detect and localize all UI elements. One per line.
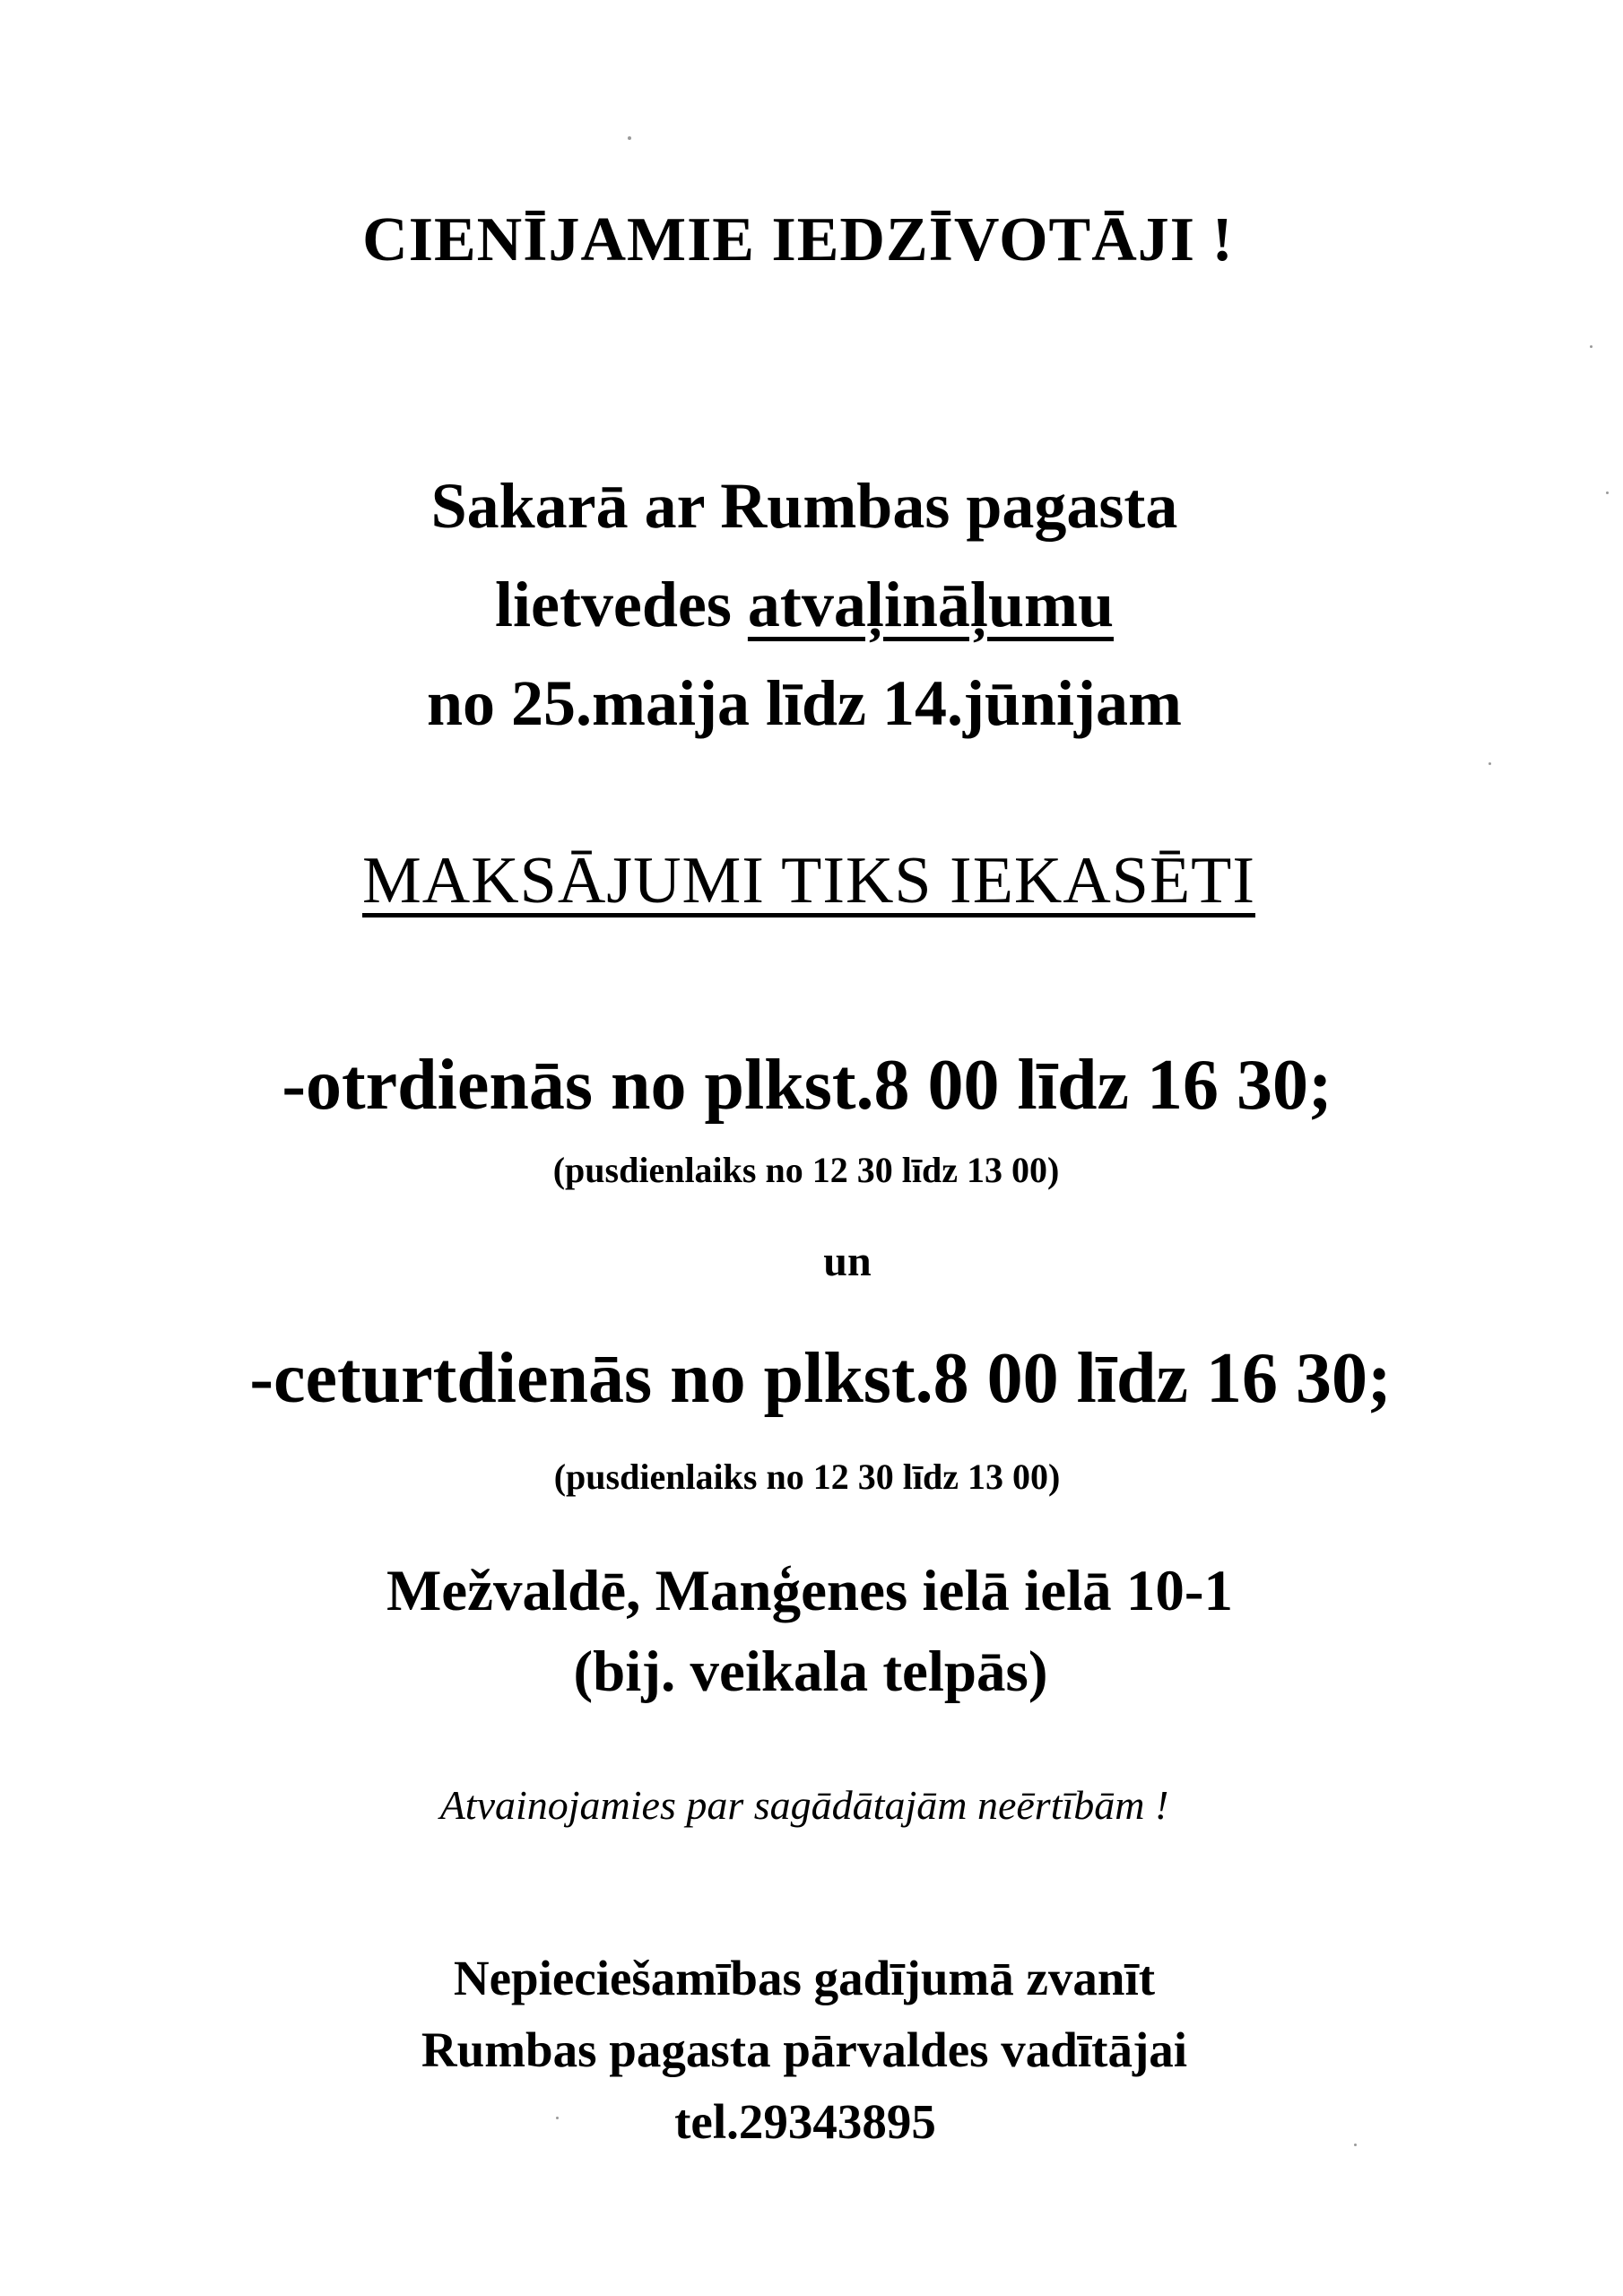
scan-speck — [1590, 345, 1593, 348]
intro-line-1: Sakarā ar Rumbas pagasta — [430, 470, 1178, 542]
schedule-thursday-lunch: (pusdienlaiks no 12 30 līdz 13 00) — [553, 1457, 1061, 1497]
contact-phone: tel.29343895 — [674, 2094, 936, 2149]
schedule-conjunction: un — [823, 1238, 872, 1285]
scan-speck — [1354, 2144, 1357, 2146]
intro-line-2 — [0, 569, 1616, 640]
scan-speck — [556, 2117, 559, 2119]
contact-line-1: Nepieciešamības gadījumā zvanīt — [453, 1951, 1156, 2005]
scan-speck — [1488, 762, 1491, 765]
scan-speck — [628, 136, 631, 140]
intro-line-2-prefix: lietvedes — [494, 569, 748, 640]
intro-line-3: no 25.maija līdz 14.jūnijam — [426, 667, 1183, 739]
location-line-2: (bij. veikala telpās) — [573, 1639, 1048, 1704]
notice-heading: CIENĪJAMIE IEDZĪVOTĀJI ! — [362, 205, 1234, 274]
vacation-word: atvaļināļumu — [747, 569, 1114, 640]
apology-text: Atvainojamies par sagādātajām neērtībām ! — [439, 1782, 1169, 1828]
contact-line-2: Rumbas pagasta pārvaldes vadītājai — [421, 2022, 1188, 2077]
schedule-tuesday-lunch: (pusdienlaiks no 12 30 līdz 13 00) — [552, 1150, 1060, 1190]
payments-heading: MAKSĀJUMI TIKS IEKASĒTI — [362, 844, 1255, 918]
scan-speck — [1606, 491, 1609, 494]
schedule-tuesday: -otrdienās no plkst.8 00 līdz 16 30; — [282, 1046, 1332, 1125]
schedule-thursday: -ceturtdienās no plkst.8 00 līdz 16 30; — [249, 1339, 1392, 1418]
location-line-1: Mežvaldē, Manģenes ielā ielā 10-1 — [386, 1559, 1234, 1623]
